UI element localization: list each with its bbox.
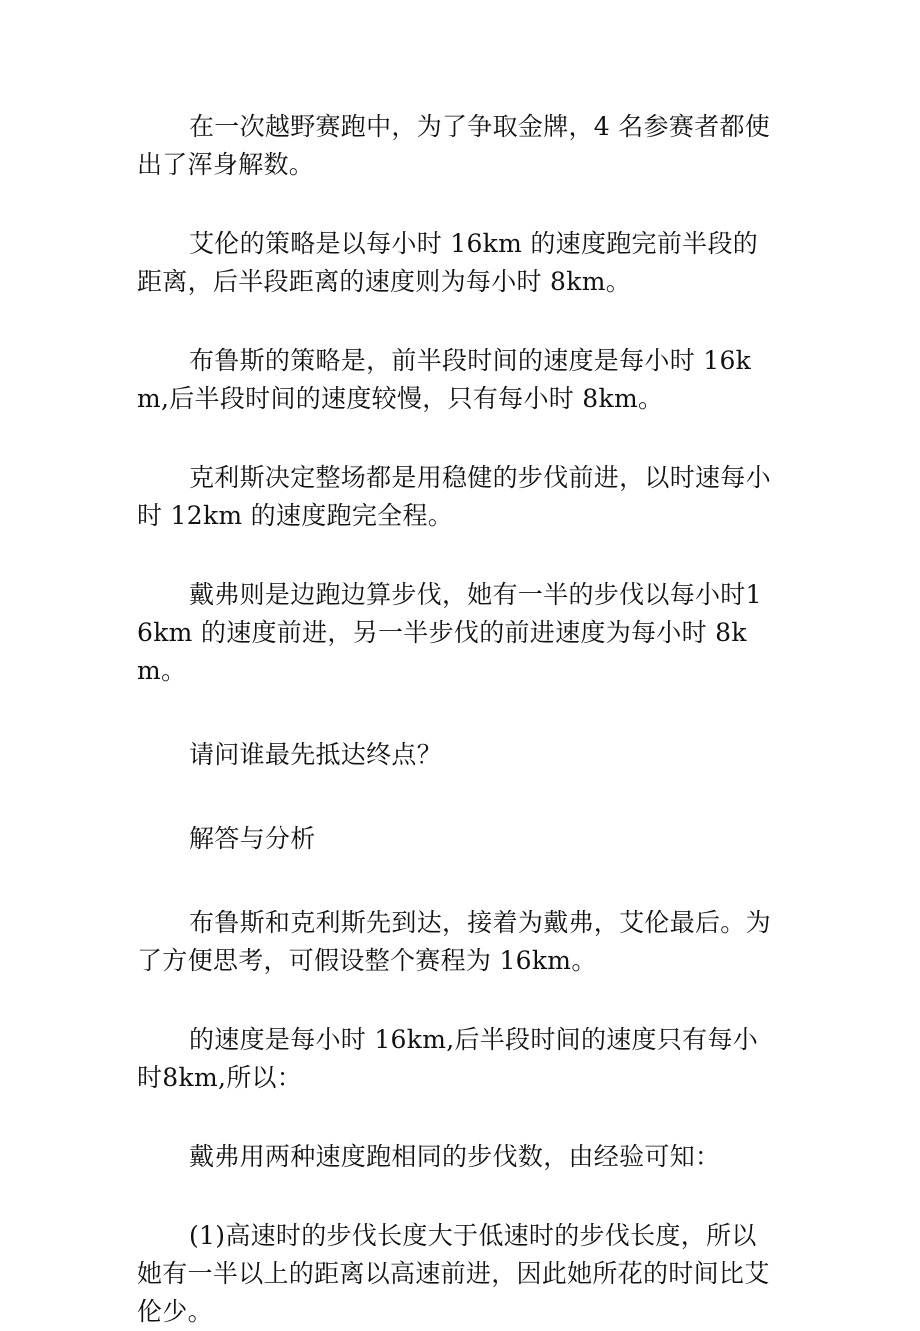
paragraph-point-one: (1)高速时的步伐长度大于低速时的步伐长度，所以她有一半以上的距离以高速前进，因此她所花的时间比艾伦少。 bbox=[137, 1221, 770, 1326]
paragraph-dave-strategy: 戴弗则是边跑边算步伐，她有一半的步伐以每小时16km 的速度前进，另一半步伐的前进速度为每小时 8km。 bbox=[137, 580, 762, 685]
paragraph-intro: 在一次越野赛跑中，为了争取金牌，4 名参赛者都使出了浑身解数。 bbox=[137, 112, 771, 179]
paragraph-chris-strategy: 克利斯决定整场都是用稳健的步伐前进，以时速每小时 12km 的速度跑完全程。 bbox=[137, 463, 771, 530]
paragraph-dave-analysis: 戴弗用两种速度跑相同的步伐数，由经验可知： bbox=[189, 1142, 721, 1171]
paragraph-bruce-analysis: 的速度是每小时 16km,后半段时间的速度只有每小时8km,所以： bbox=[137, 1025, 759, 1092]
paragraph-allen-strategy: 艾伦的策略是以每小时 16km 的速度跑完前半段的距离，后半段距离的速度则为每小时 8km。 bbox=[137, 229, 759, 296]
paragraph-answer-heading: 解答与分析 bbox=[189, 824, 316, 853]
paragraph-question: 请问谁最先抵达终点？ bbox=[189, 740, 443, 769]
document-body bbox=[137, 108, 777, 1331]
paragraph-answer-summary: 布鲁斯和克利斯先到达，接着为戴弗，艾伦最后。为了方便思考，可假设整个赛程为 16km。 bbox=[137, 908, 771, 975]
paragraph-bruce-strategy: 布鲁斯的策略是，前半段时间的速度是每小时 16km,后半段时间的速度较慢，只有每小时 8km。 bbox=[137, 346, 752, 413]
